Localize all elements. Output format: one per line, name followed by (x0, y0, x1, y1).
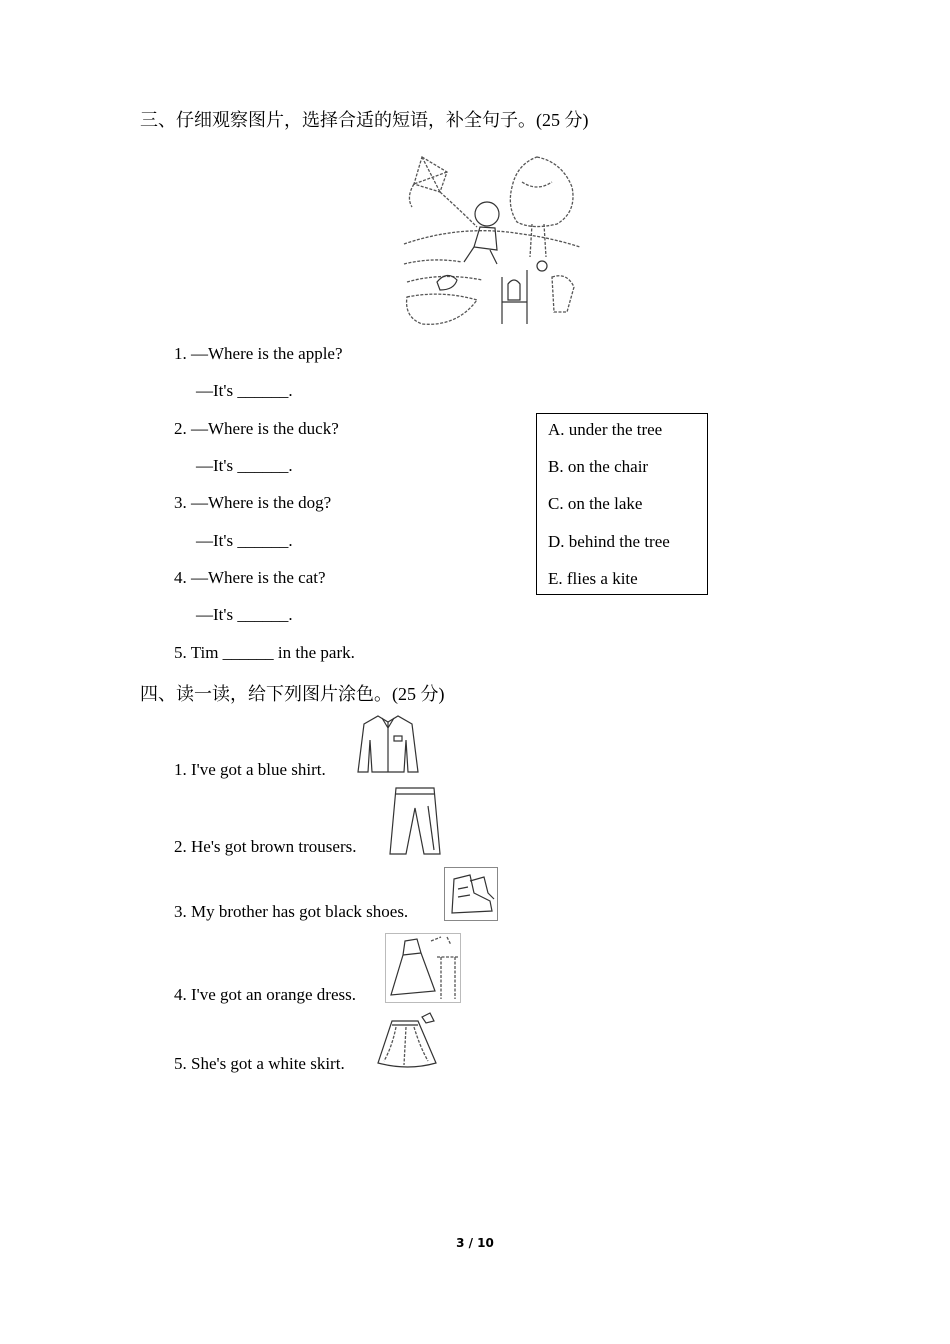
trousers-icon (388, 786, 442, 856)
park-scene-illustration (402, 152, 582, 330)
section4-title: 四、读一读，给下列图片涂色。(25 分) (140, 684, 445, 704)
option-c: C. on the lake (548, 494, 643, 513)
item-2-text: 2. He's got brown trousers. (174, 837, 357, 856)
item-3-text: 3. My brother has got black shoes. (174, 902, 409, 921)
answer-1: —It's ______. (196, 381, 293, 400)
page-number: 3 / 10 (456, 1236, 494, 1250)
question-1: 1. —Where is the apple? (174, 344, 343, 363)
item-1-text: 1. I've got a blue shirt. (174, 760, 326, 779)
option-b: B. on the chair (548, 457, 649, 476)
dress-icon (385, 933, 461, 1003)
option-e: E. flies a kite (548, 569, 638, 588)
option-a: A. under the tree (548, 420, 663, 439)
item-4-text: 4. I've got an orange dress. (174, 985, 356, 1004)
answer-2: —It's ______. (196, 456, 293, 475)
question-3: 3. —Where is the dog? (174, 493, 332, 512)
answer-4: —It's ______. (196, 605, 293, 624)
question-5: 5. Tim ______ in the park. (174, 643, 355, 662)
item-5-text: 5. She's got a white skirt. (174, 1054, 345, 1073)
skirt-icon (374, 1011, 442, 1073)
option-d: D. behind the tree (548, 532, 670, 551)
question-4: 4. —Where is the cat? (174, 568, 326, 587)
options-box (536, 413, 708, 595)
shoes-icon (444, 867, 498, 921)
shirt-icon (356, 712, 420, 776)
section3-title: 三、仔细观察图片，选择合适的短语，补全句子。(25 分) (140, 110, 589, 130)
question-2: 2. —Where is the duck? (174, 419, 339, 438)
answer-3: —It's ______. (196, 531, 293, 550)
